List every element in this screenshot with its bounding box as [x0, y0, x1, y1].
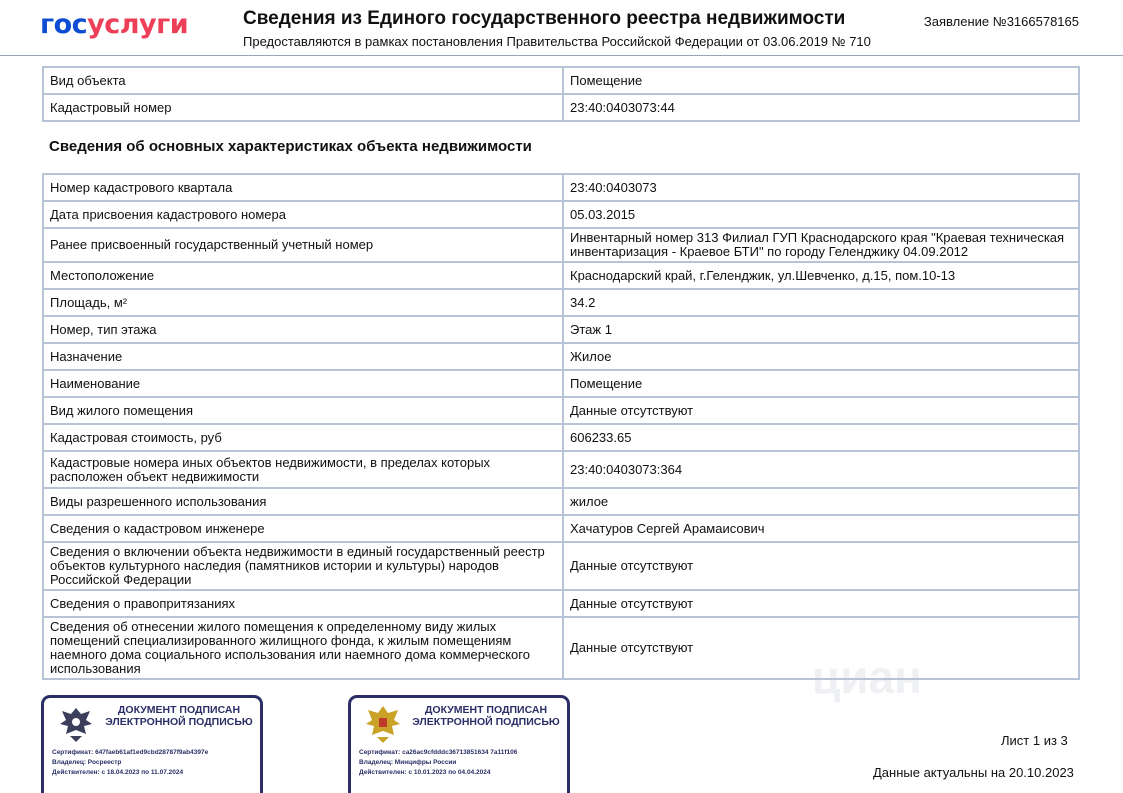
stamp-title: ДОКУМЕНТ ПОДПИСАН ЭЛЕКТРОННОЙ ПОДПИСЬЮ — [412, 704, 560, 728]
row-key: Сведения об отнесении жилого помещения к определенному виду жилых помещений специализированного жилищного фонда, к жилым помещениям наемного дома социального использования или наемного дома коммерческого использования — [43, 617, 563, 679]
row-value: Хачатуров Сергей Арамаисович — [563, 515, 1079, 542]
row-key: Номер кадастрового квартала — [43, 174, 563, 201]
row-value: Инвентарный номер 313 Филиал ГУП Краснодарского края "Краевая техническая инвентаризация - Краевое БТИ" по городу Геленджику 04.09.2012 — [563, 228, 1079, 262]
row-key: Площадь, м² — [43, 289, 563, 316]
row-value: Жилое — [563, 343, 1079, 370]
object-table — [42, 66, 1080, 122]
table-row — [43, 343, 1079, 370]
table-row — [43, 67, 1079, 94]
table-row — [43, 488, 1079, 515]
table-row — [43, 94, 1079, 121]
row-value: 05.03.2015 — [563, 201, 1079, 228]
table-row — [43, 515, 1079, 542]
row-value: 606233.65 — [563, 424, 1079, 451]
signature-stamp-rosreestr — [41, 695, 263, 793]
row-value: жилое — [563, 488, 1079, 515]
table-row — [43, 542, 1079, 590]
table-row — [43, 316, 1079, 343]
table-row — [43, 590, 1079, 617]
signature-stamp-mintsifry — [348, 695, 570, 793]
row-value: Помещение — [563, 370, 1079, 397]
data-actual-date: Данные актуальны на 20.10.2023 — [873, 765, 1074, 780]
stamp-validity: Действителен: с 10.01.2023 по 04.04.2024 — [359, 769, 491, 776]
logo-part1: гос — [40, 9, 88, 40]
table-row — [43, 262, 1079, 289]
row-key: Вид объекта — [43, 67, 563, 94]
table-row — [43, 289, 1079, 316]
table-row — [43, 617, 1079, 679]
document-title: Сведения из Единого государственного реестра недвижимости — [243, 8, 846, 29]
header-divider — [0, 55, 1123, 56]
document-subtitle: Предоставляются в рамках постановления Правительства Российской Федерации от 03.06.2019 № 710 — [243, 34, 871, 49]
row-key: Сведения о правопритязаниях — [43, 590, 563, 617]
row-key: Вид жилого помещения — [43, 397, 563, 424]
logo-part2: услуги — [87, 9, 189, 40]
table-row — [43, 201, 1079, 228]
stamp-validity: Действителен: с 18.04.2023 по 11.07.2024 — [52, 769, 184, 776]
row-value: 34.2 — [563, 289, 1079, 316]
table-row — [43, 451, 1079, 488]
stamp-certificate: Сертификат: ca26ac9cfdddc36713851634 7a11f106 — [359, 749, 518, 756]
cian-watermark: циан — [812, 651, 922, 703]
row-key: Дата присвоения кадастрового номера — [43, 201, 563, 228]
stamp-certificate: Сертификат: 647faeb61af1ed9cbd28787f9ab4397e — [52, 749, 209, 756]
row-value: Данные отсутствуют — [563, 542, 1079, 590]
application-number: Заявление №3166578165 — [923, 14, 1079, 29]
gosuslugi-logo — [40, 9, 188, 40]
stamp-owner: Владелец: Минцифры России — [359, 759, 457, 766]
table-row — [43, 174, 1079, 201]
row-key: Сведения о включении объекта недвижимости в единый государственный реестр объектов культурного наследия (памятников истории и культуры) народов Российской Федерации — [43, 542, 563, 590]
stamp-title: ДОКУМЕНТ ПОДПИСАН ЭЛЕКТРОННОЙ ПОДПИСЬЮ — [105, 704, 253, 728]
section-title: Сведения об основных характеристиках объекта недвижимости — [49, 138, 532, 155]
row-key: Номер, тип этажа — [43, 316, 563, 343]
row-key: Кадастровый номер — [43, 94, 563, 121]
row-key: Кадастровые номера иных объектов недвижимости, в пределах которых расположен объект недвижимости — [43, 451, 563, 488]
row-key: Ранее присвоенный государственный учетный номер — [43, 228, 563, 262]
row-key: Назначение — [43, 343, 563, 370]
row-key: Кадастровая стоимость, руб — [43, 424, 563, 451]
row-key: Виды разрешенного использования — [43, 488, 563, 515]
row-key: Сведения о кадастровом инженере — [43, 515, 563, 542]
row-value: 23:40:0403073:44 — [563, 94, 1079, 121]
russian-coat-of-arms-icon — [361, 702, 405, 746]
row-value: Данные отсутствуют — [563, 397, 1079, 424]
row-key: Наименование — [43, 370, 563, 397]
table-row — [43, 397, 1079, 424]
row-value: Краснодарский край, г.Геленджик, ул.Шевченко, д.15, пом.10-13 — [563, 262, 1079, 289]
rosreestr-eagle-icon — [54, 702, 98, 746]
row-value: 23:40:0403073:364 — [563, 451, 1079, 488]
table-row — [43, 424, 1079, 451]
row-value: Помещение — [563, 67, 1079, 94]
row-value: Этаж 1 — [563, 316, 1079, 343]
row-key: Местоположение — [43, 262, 563, 289]
row-value: Данные отсутствуют — [563, 590, 1079, 617]
row-value: 23:40:0403073 — [563, 174, 1079, 201]
table-row — [43, 370, 1079, 397]
characteristics-table — [42, 173, 1080, 680]
stamp-owner: Владелец: Росреестр — [52, 759, 122, 766]
table-row — [43, 228, 1079, 262]
row-value: Данные отсутствуют — [563, 617, 1079, 679]
sheet-counter: Лист 1 из 3 — [1001, 733, 1068, 748]
